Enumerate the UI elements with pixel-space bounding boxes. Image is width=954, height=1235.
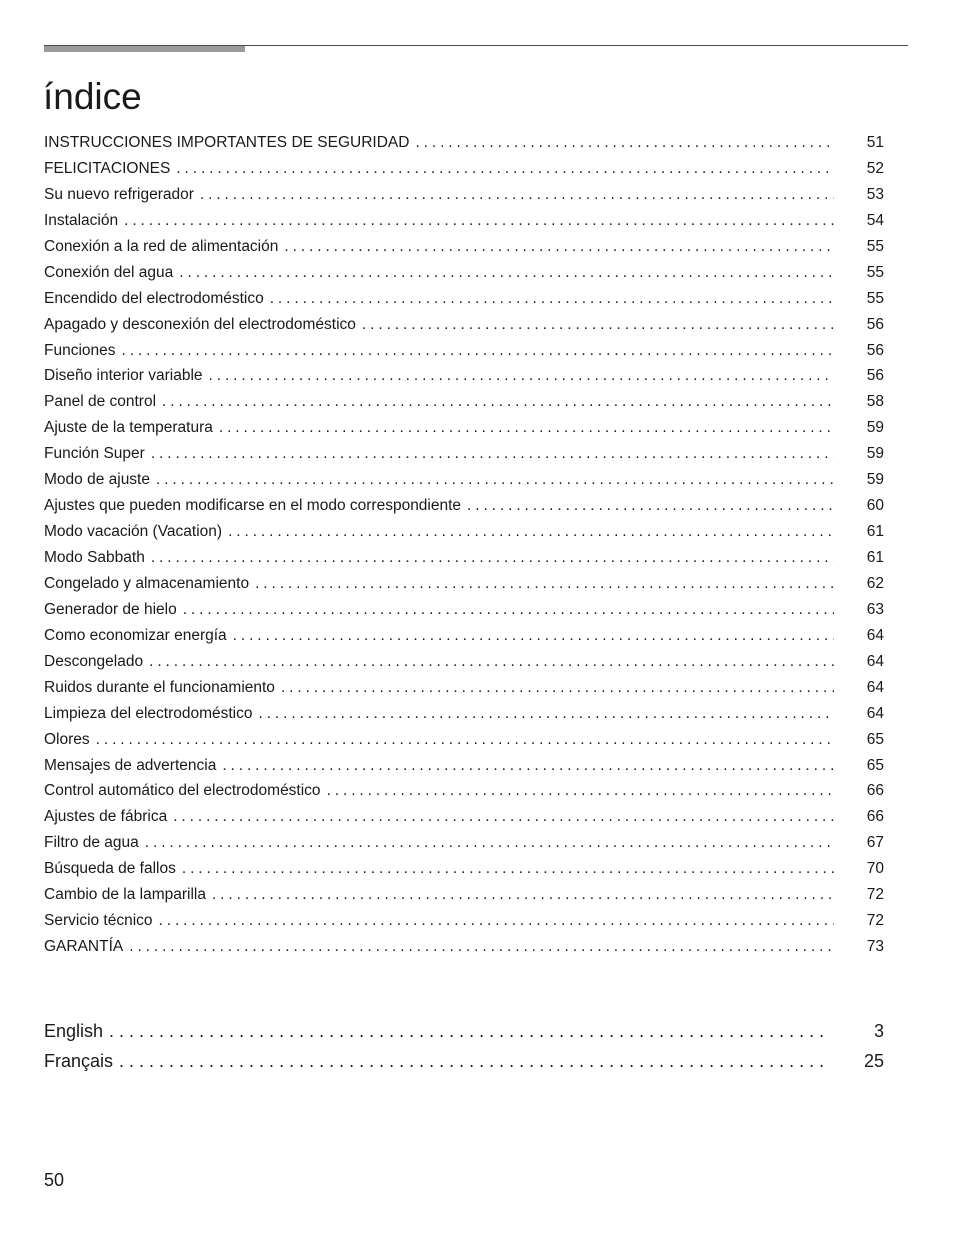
toc-entry[interactable] [44, 156, 884, 182]
language-index [44, 1016, 884, 1076]
dot-leader [179, 260, 834, 286]
dot-leader [182, 856, 834, 882]
toc-entry-page: 67 [866, 834, 884, 852]
toc-entry[interactable] [44, 882, 884, 908]
dot-leader [151, 441, 834, 467]
dot-leader [209, 363, 834, 389]
toc-entry-page: 64 [866, 678, 884, 696]
toc-entry-page: 56 [866, 341, 884, 359]
toc-entry-page: 65 [866, 730, 884, 748]
toc-entry-label: INSTRUCCIONES IMPORTANTES DE SEGURIDAD [44, 134, 410, 151]
toc-entry-label: Su nuevo refrigerador [44, 185, 194, 203]
dot-leader [467, 493, 834, 519]
toc-entry-page: 70 [866, 860, 884, 878]
dot-leader [327, 778, 834, 804]
toc-entry[interactable] [44, 545, 884, 571]
toc-entry-page: 63 [866, 600, 884, 618]
toc-entry[interactable] [44, 441, 884, 467]
toc-entry[interactable] [44, 493, 884, 519]
toc-entry[interactable] [44, 467, 884, 493]
toc-entry[interactable] [44, 856, 884, 882]
toc-entry-label: Servicio técnico [44, 912, 153, 930]
toc-entry[interactable] [44, 778, 884, 804]
toc-entry-page: 64 [866, 704, 884, 722]
toc-entry-label: Cambio de la lamparilla [44, 886, 206, 904]
dot-leader [222, 753, 834, 779]
toc-entry[interactable] [44, 389, 884, 415]
dot-leader [183, 597, 834, 623]
page-number: 50 [44, 1170, 65, 1190]
dot-leader [281, 675, 834, 701]
toc-entry[interactable] [44, 830, 884, 856]
toc-entry-page: 72 [866, 886, 884, 904]
toc-entry-label: Ajustes que pueden modificarse en el modo correspondiente [44, 497, 462, 515]
toc-entry[interactable] [44, 519, 884, 545]
toc-entry[interactable] [44, 415, 884, 441]
toc-entry[interactable] [44, 623, 884, 649]
toc-entry-page: 64 [866, 626, 884, 644]
toc-entry-label: Ajustes de fábrica [44, 808, 168, 826]
dot-leader [270, 286, 834, 312]
toc-entry[interactable] [44, 804, 884, 830]
toc-entry[interactable] [44, 312, 884, 338]
dot-leader [124, 208, 834, 234]
toc-entry-page: 65 [866, 756, 884, 774]
toc-entry-label: Encendido del electrodoméstico [44, 289, 264, 307]
toc-entry-label: Modo vacación (Vacation) [44, 523, 223, 541]
toc-entry-page: 64 [866, 652, 884, 670]
dot-leader [200, 182, 834, 208]
toc-entry[interactable] [44, 597, 884, 623]
dot-leader [156, 467, 834, 493]
toc-entry[interactable] [44, 208, 884, 234]
toc-entry-page: 51 [866, 134, 884, 151]
toc-entry-page: 59 [866, 471, 884, 489]
toc-entry[interactable] [44, 753, 884, 779]
language-entry-page: 25 [863, 1051, 884, 1071]
language-entry[interactable] [44, 1016, 884, 1046]
toc-entry-label: Descongelado [44, 652, 144, 670]
toc-entry-label: Panel de control [44, 393, 157, 411]
dot-leader [109, 1016, 824, 1046]
toc-entry-label: Conexión del agua [44, 263, 174, 281]
dot-leader [151, 545, 834, 571]
toc-entry-label: Función Super [44, 445, 145, 463]
toc-entry-label: Búsqueda de fallos [44, 860, 176, 878]
toc-entry-label: Instalación [44, 211, 119, 229]
dot-leader [212, 882, 834, 908]
toc-entry[interactable] [44, 130, 884, 156]
toc-entry[interactable] [44, 260, 884, 286]
toc-entry-page: 59 [866, 419, 884, 437]
toc-entry-page: 53 [866, 185, 884, 203]
toc-entry-label: Generador de hielo [44, 600, 177, 618]
language-entry-label: English [44, 1021, 104, 1041]
toc-entry[interactable] [44, 675, 884, 701]
toc-entry-page: 55 [866, 289, 884, 307]
toc-entry-label: FELICITACIONES [44, 159, 171, 177]
dot-leader [233, 623, 834, 649]
toc-entry[interactable] [44, 701, 884, 727]
dot-leader [122, 338, 834, 364]
language-entry[interactable] [44, 1046, 884, 1076]
dot-leader [228, 519, 834, 545]
dot-leader [219, 415, 834, 441]
toc-entry-page: 55 [866, 237, 884, 255]
dot-leader [149, 649, 834, 675]
dot-leader [176, 156, 834, 182]
toc-entry-page: 62 [866, 574, 884, 592]
language-entry-page: 3 [873, 1021, 884, 1041]
toc-entry-page: 61 [866, 549, 884, 566]
dot-leader [255, 571, 834, 597]
toc-entry-page: 56 [866, 367, 884, 385]
toc-entry-label: Filtro de agua [44, 834, 139, 852]
toc-entry[interactable] [44, 182, 884, 208]
toc-entry[interactable] [44, 338, 884, 364]
dot-leader [145, 830, 834, 856]
toc-entry[interactable] [44, 908, 884, 934]
dot-leader [415, 130, 834, 156]
table-of-contents [44, 130, 884, 960]
dot-leader [173, 804, 834, 830]
toc-entry-label: Mensajes de advertencia [44, 756, 217, 774]
toc-entry-label: Modo de ajuste [44, 471, 150, 489]
toc-entry-label: Olores [44, 730, 90, 748]
dot-leader [362, 312, 834, 338]
dot-leader [259, 701, 835, 727]
page-title: índice [43, 76, 142, 117]
toc-entry-page: 58 [866, 393, 884, 411]
toc-entry-page: 55 [866, 263, 884, 281]
toc-entry-page: 54 [866, 211, 884, 229]
dot-leader [96, 727, 834, 753]
toc-entry-label: Modo Sabbath [44, 549, 145, 566]
toc-entry-label: Diseño interior variable [44, 367, 203, 385]
toc-entry-page: 61 [866, 523, 884, 541]
toc-entry-label: Funciones [44, 341, 116, 359]
toc-entry-page: 52 [866, 159, 884, 177]
toc-entry[interactable] [44, 234, 884, 260]
toc-entry-label: Ajuste de la temperatura [44, 419, 213, 437]
dot-leader [129, 934, 834, 960]
toc-entry-page: 59 [866, 445, 884, 463]
top-accent-bar [44, 46, 245, 52]
toc-entry[interactable] [44, 363, 884, 389]
toc-entry-label: Conexión a la red de alimentación [44, 237, 279, 255]
toc-entry-page: 66 [866, 808, 884, 826]
toc-entry-page: 72 [866, 912, 884, 930]
dot-leader [119, 1046, 824, 1076]
dot-leader [162, 389, 834, 415]
toc-entry-label: Como economizar energía [44, 626, 227, 644]
toc-entry-label: GARANTÍA [44, 938, 124, 956]
toc-entry-page: 73 [866, 938, 884, 956]
toc-entry[interactable] [44, 934, 884, 960]
toc-entry-label: Congelado y almacenamiento [44, 574, 250, 592]
toc-entry-page: 66 [866, 782, 884, 800]
toc-entry[interactable] [44, 286, 884, 312]
toc-entry-page: 60 [866, 497, 884, 515]
language-entry-label: Français [44, 1051, 114, 1071]
toc-entry-page: 56 [866, 315, 884, 333]
toc-entry-label: Ruidos durante el funcionamiento [44, 678, 275, 696]
toc-entry[interactable] [44, 649, 884, 675]
dot-leader [159, 908, 834, 934]
toc-entry-label: Limpieza del electrodoméstico [44, 704, 253, 722]
dot-leader [284, 234, 834, 260]
toc-entry-label: Apagado y desconexión del electrodoméstico [44, 315, 356, 333]
toc-entry[interactable] [44, 727, 884, 753]
toc-entry[interactable] [44, 571, 884, 597]
toc-entry-label: Control automático del electrodoméstico [44, 782, 321, 800]
